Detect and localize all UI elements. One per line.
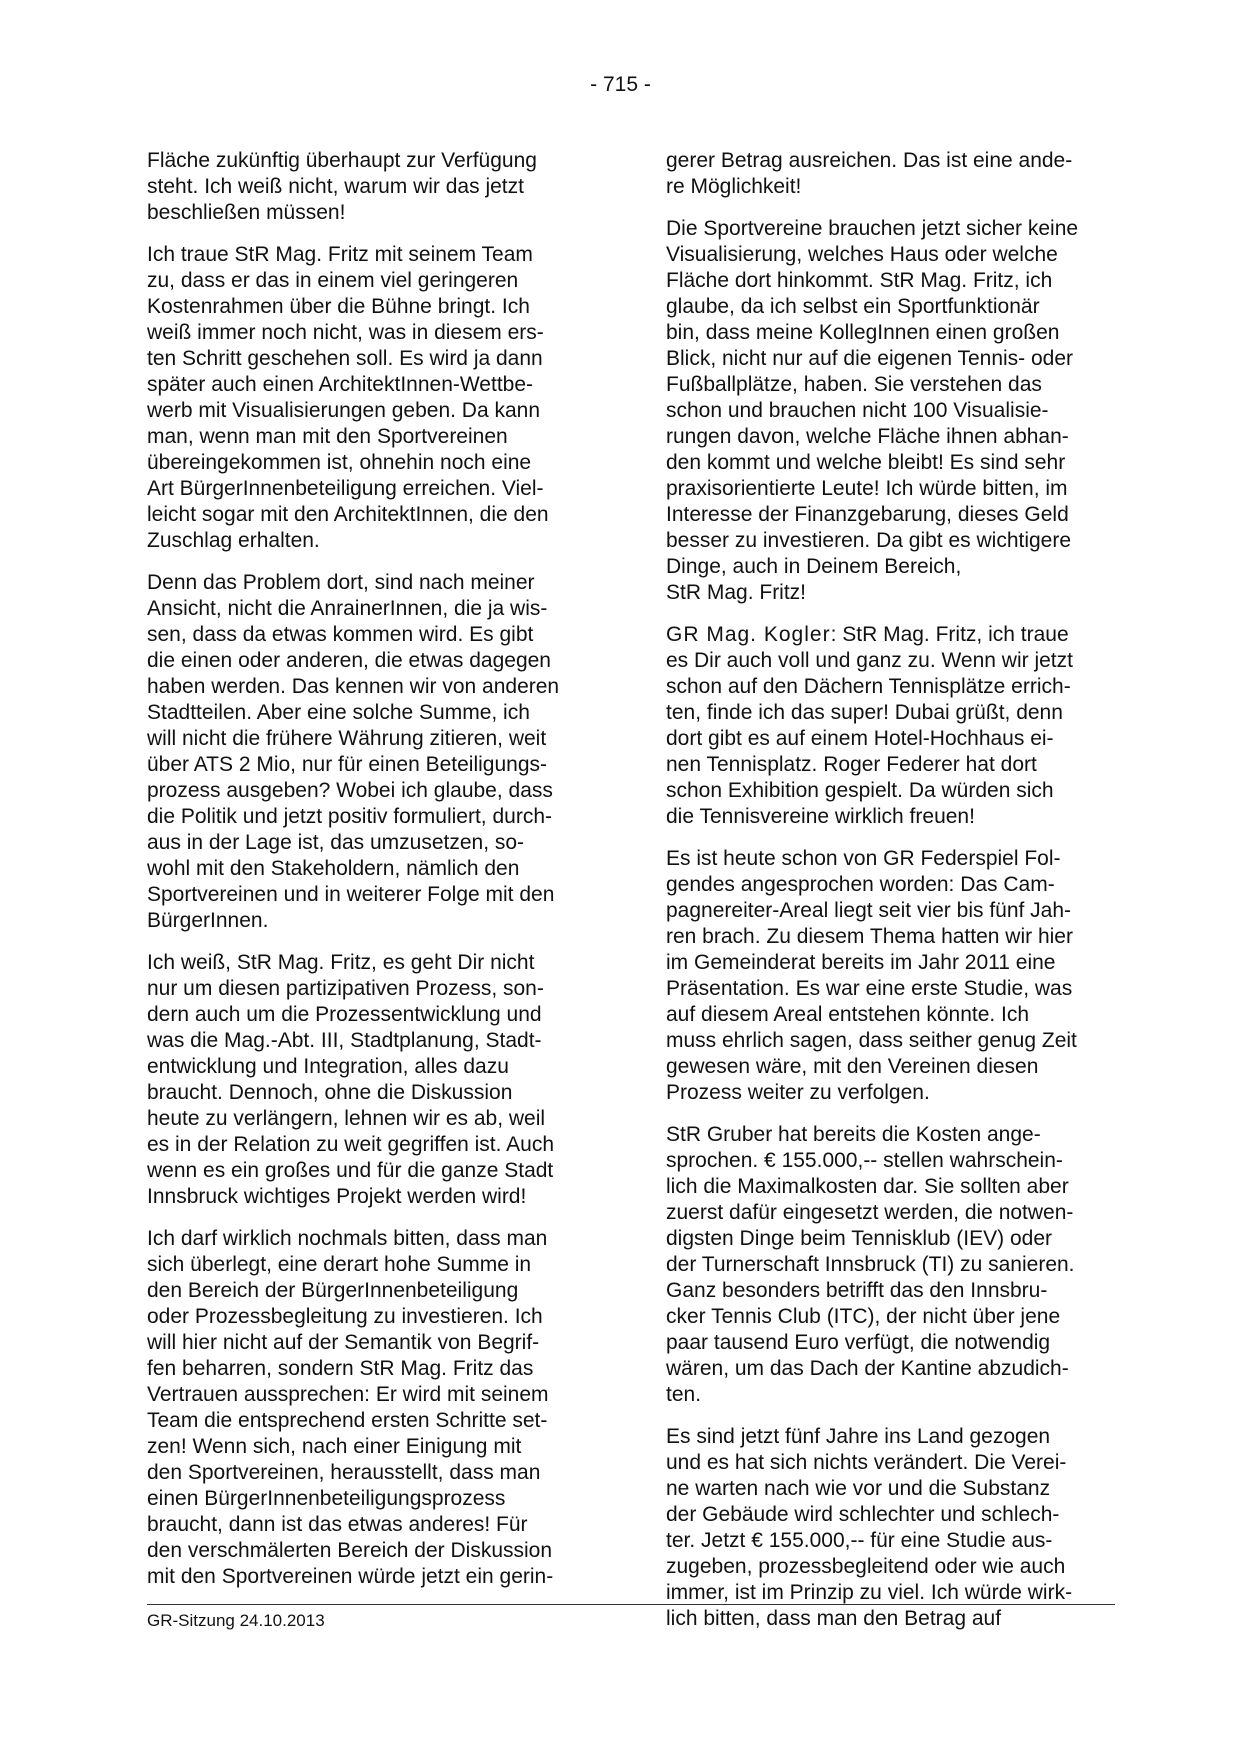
paragraph: Ich darf wirklich nochmals bitten, dass man sich überlegt, eine derart hohe Summe in den Bereich der BürgerInnenbeteiligung oder Prozessbegleitung zu investieren. Ich will hier nicht auf der Semantik von Begrif- fen beharren, sondern StR Mag. Fritz das Vertrauen aussprechen: Er wird mit seinem Team die entsprechend ersten Schritte set- zen! Wenn sich, nach einer Einigung mit den Sportvereinen, herausstellt, dass man einen BürgerInnenbeteiligungsprozess braucht, dann ist das etwas anderes! Für den verschmälerten Bereich der Diskussion mit den Sportvereinen würde jetzt ein gerin- <box>147 1227 554 1588</box>
paragraph: Ich traue StR Mag. Fritz mit seinem Team zu, dass er das in einem viel geringeren Kostenrahmen über die Bühne bringt. Ich weiß immer noch nicht, was in diesem ers- ten Schritt geschehen soll. Es wird ja dann später auch einen ArchitektInnen-Wettbe- werb mit Visualisierungen geben. Da kann man, wenn man mit den Sportvereinen übereingekommen ist, ohnehin noch eine Art BürgerInnenbeteiligung erreichen. Viel- leicht sogar mit den ArchitektInnen, die den Zuschlag erhalten. <box>147 243 549 552</box>
right-column <box>666 148 1121 1648</box>
paragraph: StR Gruber hat bereits die Kosten ange- sprochen. € 155.000,-- stellen wahrschein- lich die Maximalkosten dar. Sie sollten aber zuerst dafür eingesetzt werden, die notwen- digsten Dinge beim Tennisklub (IEV) oder der Turnerschaft Innsbruck (TI) zu sanieren. Ganz besonders betrifft das den Innsbru- cker Tennis Club (ITC), der nicht über jene paar tausend Euro verfügt, die notwendig wären, um das Dach der Kantine abzudich- ten. <box>666 1123 1075 1406</box>
paragraph: Fläche zukünftig überhaupt zur Verfügung steht. Ich weiß nicht, warum wir das jetzt beschließen müssen! <box>147 149 537 224</box>
speaker-name: GR Mag. Kogler <box>666 623 831 646</box>
left-column <box>147 148 602 1606</box>
speech-text: : StR Mag. Fritz, ich traue es Dir auch voll und ganz zu. Wenn wir jetzt schon auf den Dächern Tennisplätze errich- ten, finde ich das super! Dubai grüßt, denn dort gibt es auf einem Hotel-Hochhaus ei- nen Tennisplatz. Roger Federer hat dort schon Exhibition gespielt. Da würden sich die Tennisvereine wirklich freuen! <box>666 623 1073 828</box>
footer-divider <box>147 1604 1115 1605</box>
paragraph: Es ist heute schon von GR Federspiel Fol- gendes angesprochen worden: Das Cam- pagnereiter-Areal liegt seit vier bis fünf Jah- ren brach. Zu diesem Thema hatten wir hier im Gemeinderat bereits im Jahr 2011 eine Präsentation. Es war eine erste Studie, was auf diesem Areal entstehen könnte. Ich muss ehrlich sagen, dass seither genug Zeit gewesen wäre, mit den Vereinen diesen Prozess weiter zu verfolgen. <box>666 847 1077 1104</box>
footer-session-date: GR-Sitzung 24.10.2013 <box>147 1611 325 1630</box>
paragraph: Denn das Problem dort, sind nach meiner Ansicht, nicht die AnrainerInnen, die ja wis- sen, dass da etwas kommen wird. Es gibt die einen oder anderen, die etwas dagegen haben werden. Das kennen wir von anderen Stadtteilen. Aber eine solche Summe, ich will nicht die frühere Währung zitieren, weit über ATS 2 Mio, nur für einen Beteiligungs- prozess ausgeben? Wobei ich glaube, dass die Politik und jetzt positiv formuliert, durch- aus in der Lage ist, das umzusetzen, so- wohl mit den Stakeholdern, nämlich den Sportvereinen und in weiterer Folge mit den BürgerInnen. <box>147 571 560 932</box>
paragraph: Ich weiß, StR Mag. Fritz, es geht Dir nicht nur um diesen partizipativen Prozess, son- dern auch um die Prozessentwicklung und was die Mag.-Abt. III, Stadtplanung, Stadt- entwicklung und Integration, alles dazu braucht. Dennoch, ohne die Diskussion heute zu verlängern, lehnen wir es ab, weil es in der Relation zu weit gegriffen ist. Auch wenn es ein großes und für die ganze Stadt Innsbruck wichtiges Projekt werden wird! <box>147 951 555 1208</box>
page-number: - 715 - <box>590 73 651 96</box>
paragraph: gerer Betrag ausreichen. Das ist eine ande- re Möglichkeit! <box>666 149 1073 198</box>
paragraph: Es sind jetzt fünf Jahre ins Land gezogen und es hat sich nichts verändert. Die Verei- ne warten nach wie vor und die Substanz der Gebäude wird schlechter und schlech- ter. Jetzt € 155.000,-- für eine Studie aus- zugeben, prozessbegleitend oder wie auch immer, ist im Prinzip zu viel. Ich würde wirk- lich bitten, dass man den Betrag auf <box>666 1425 1073 1630</box>
paragraph: Die Sportvereine brauchen jetzt sicher keine Visualisierung, welches Haus oder welche Fläche dort hinkommt. StR Mag. Fritz, ich glaube, da ich selbst ein Sportfunktionär bin, dass meine KollegInnen einen großen Blick, nicht nur auf die eigenen Tennis- oder Fußballplätze, haben. Sie verstehen das schon und brauchen nicht 100 Visualisie- rungen davon, welche Fläche ihnen abhan- den kommt und welche bleibt! Es sind sehr praxisorientierte Leute! Ich würde bitten, im Interesse der Finanzgebarung, dieses Geld besser zu investieren. Da gibt es wichtigere Dinge, auch in Deinem Bereich, StR Mag. Fritz! <box>666 217 1079 604</box>
paragraph <box>666 622 1121 830</box>
